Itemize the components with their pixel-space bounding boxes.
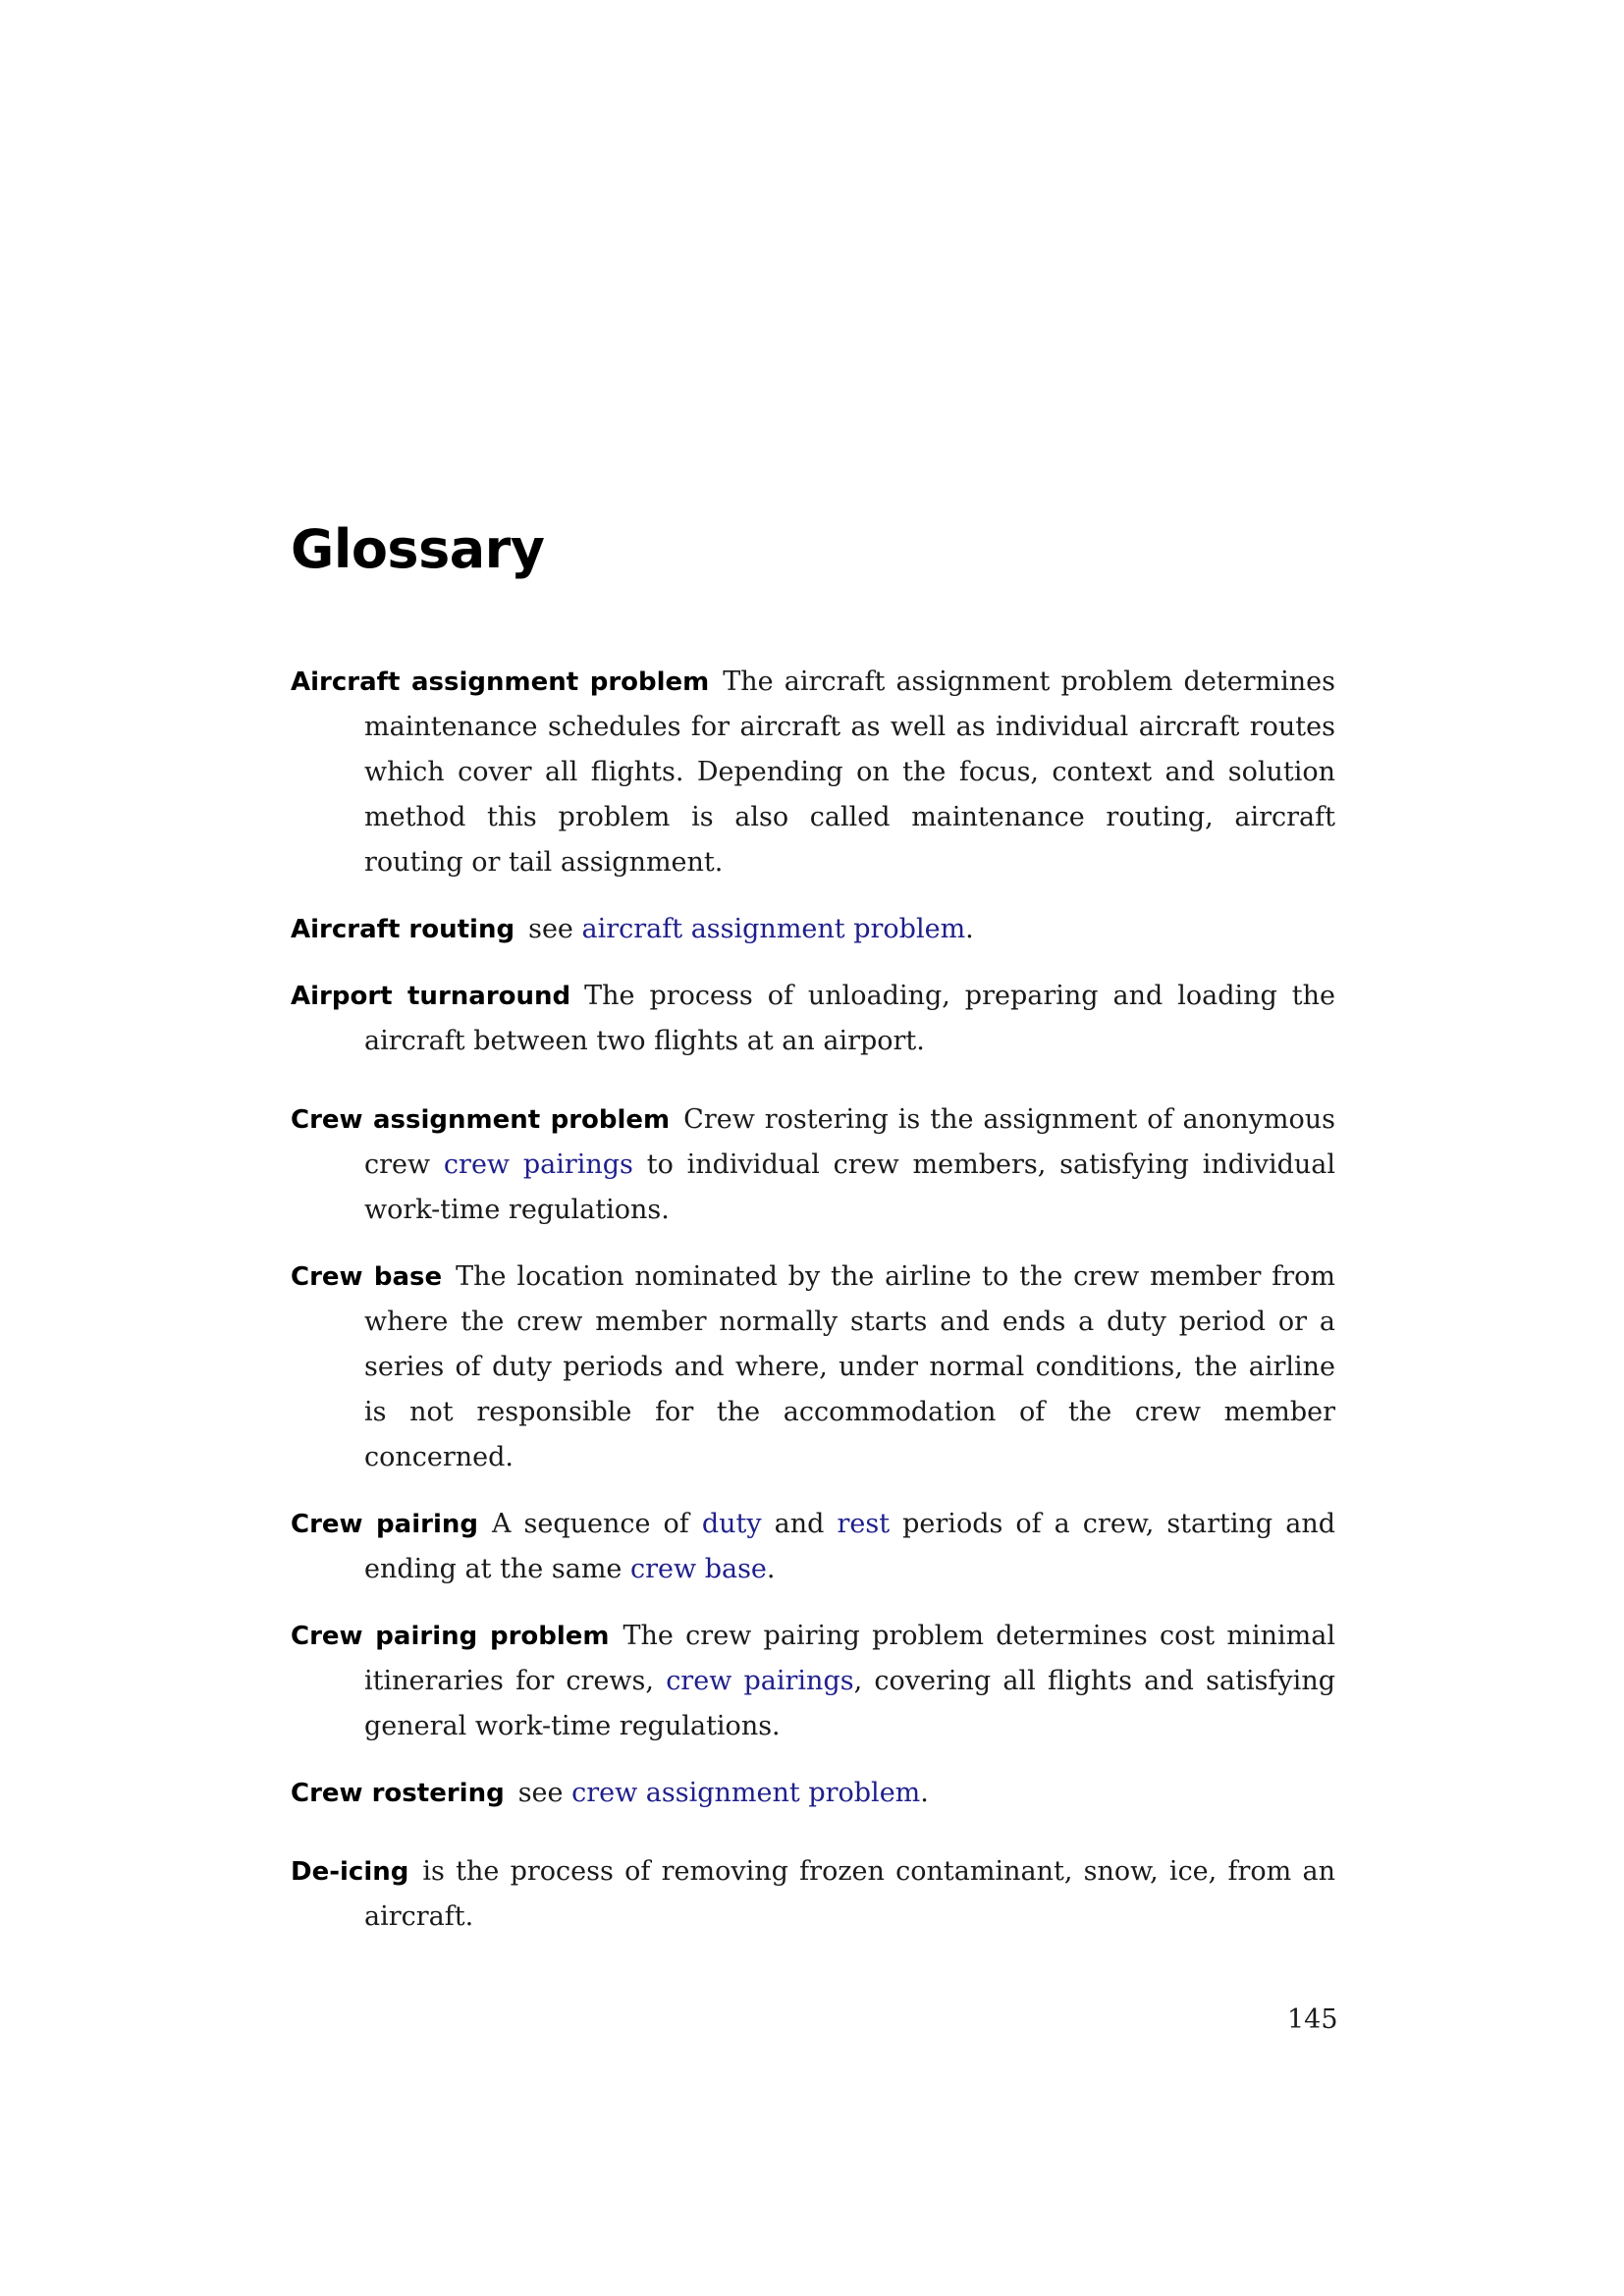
definition-text: A sequence of (492, 1509, 689, 1539)
definition-text: The crew pairing problem determines cost minimal itineraries for crews, (364, 1621, 1335, 1696)
cross-reference-link[interactable]: aircraft assignment problem (581, 914, 966, 944)
glossary-entry (291, 1614, 1335, 1749)
cross-reference-link[interactable]: crew pairings (443, 1149, 633, 1180)
cross-reference-link[interactable]: crew assignment problem (571, 1778, 921, 1808)
cross-reference-link[interactable]: rest (837, 1509, 891, 1539)
cross-reference-link[interactable]: duty (701, 1509, 762, 1539)
glossary-term: Crew pairing problem (291, 1622, 610, 1651)
glossary-definition: is the process of removing frozen contaminant, snow, ice, from an aircraft. (364, 1856, 1335, 1932)
glossary-entry (291, 1502, 1335, 1592)
glossary-definition: The location nominated by the airline to the crew member from where the crew member normally starts and ends a duty period or a series of duty periods and where, under normal conditions, the airline is not responsible for the accommodation of the crew member concerned. (364, 1261, 1336, 1472)
glossary-list (291, 660, 1335, 1961)
glossary-term: Aircraft assignment problem (291, 667, 710, 697)
page-number: 145 (1287, 2004, 1338, 2035)
definition-text: see (528, 914, 573, 944)
glossary-term: Airport turnaround (291, 982, 571, 1011)
glossary-entry (291, 907, 1335, 952)
glossary-definition: The process of unloading, preparing and loading the aircraft between two flights at an airport. (364, 981, 1335, 1056)
definition-text: and (774, 1509, 825, 1539)
cross-reference-link[interactable]: crew pairings (666, 1666, 854, 1696)
glossary-term: Crew assignment problem (291, 1105, 671, 1135)
definition-text: , covering all flights and satisfying general work-time regulations. (364, 1666, 1335, 1741)
glossary-term: Crew pairing (291, 1510, 478, 1539)
definition-text: to individual crew members, satisfying individual work-time regulations. (364, 1149, 1335, 1225)
glossary-term: Crew rostering (291, 1779, 505, 1808)
glossary-entry (291, 1849, 1335, 1940)
glossary-entry (291, 1255, 1335, 1480)
glossary-definition: The aircraft assignment problem determines maintenance schedules for aircraft as well as individual aircraft routes which cover all flights. Depending on the focus, context and solution method this problem is also called maintenance routing, aircraft routing or tail assignment. (364, 667, 1335, 878)
page-title: Glossary (291, 518, 545, 580)
definition-text: see (517, 1778, 564, 1808)
definition-text: . (766, 1554, 776, 1584)
definition-text: . (920, 1778, 929, 1808)
definition-text: periods of a crew, starting and ending at the same (364, 1509, 1335, 1584)
glossary-term: De-icing (291, 1857, 409, 1887)
glossary-entry (291, 660, 1335, 885)
glossary-entry (291, 1097, 1335, 1233)
glossary-entry (291, 1771, 1335, 1816)
glossary-term: Crew base (291, 1262, 443, 1292)
glossary-entry (291, 974, 1335, 1064)
glossary-term: Aircraft routing (291, 915, 515, 944)
definition-text: Crew rostering is the assignment of anonymous crew (364, 1104, 1335, 1180)
cross-reference-link[interactable]: crew base (630, 1554, 767, 1584)
definition-text: . (965, 914, 974, 944)
